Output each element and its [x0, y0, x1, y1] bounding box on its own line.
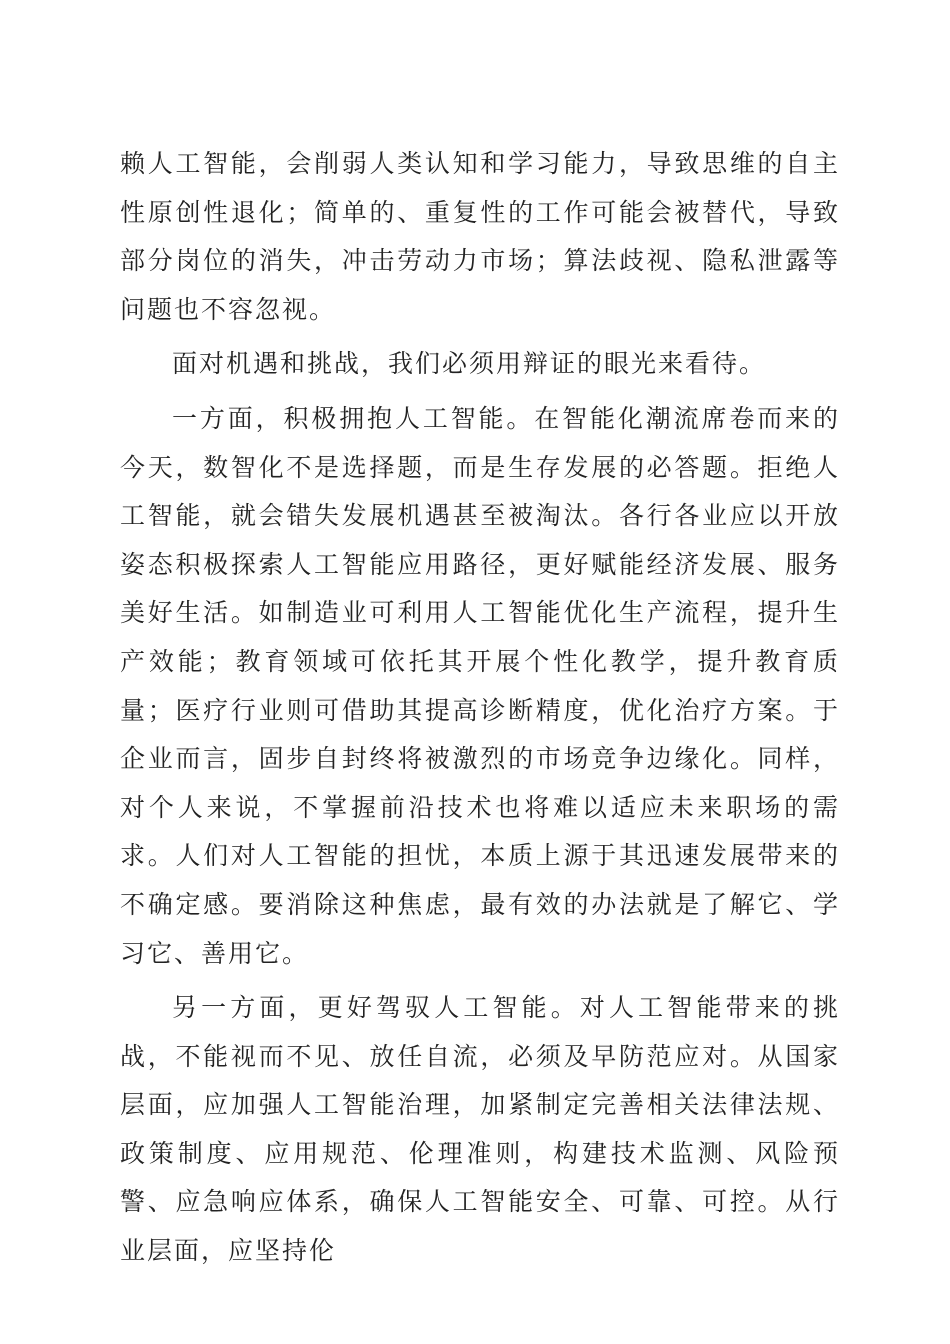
paragraph-embrace-ai: 一方面，积极拥抱人工智能。在智能化潮流席卷而来的今天，数智化不是选择题，而是生存发展的必答题。拒绝人工智能，就会错失发展机遇甚至被淘汰。各行各业应以开放姿态积极探索人工智能应用路径，更好赋能经济发展、服务美好生活。如制造业可利用人工智能优化生产流程，提升生产效能；教育领域可依托其开展个性化教学，提升教育质量；医疗行业则可借助其提高诊断精度，优化治疗方案。于企业而言，固步自封终将被激烈的市场竞争边缘化。同样，对个人来说，不掌握前沿技术也将难以适应未来职场的需求。人们对人工智能的担忧，本质上源于其迅速发展带来的不确定感。要消除这种焦虑，最有效的办法就是了解它、学习它、善用它。 — [120, 403, 840, 968]
paragraph-continued: 赖人工智能，会削弱人类认知和学习能力，导致思维的自主性原创性退化；简单的、重复性的工作可能会被替代，导致部分岗位的消失，冲击劳动力市场；算法歧视、隐私泄露等问题也不容忽视。 — [120, 149, 840, 324]
paragraph-control-ai: 另一方面，更好驾驭人工智能。对人工智能带来的挑战，不能视而不见、放任自流，必须及早防范应对。从国家层面，应加强人工智能治理，加紧制定完善相关法律法规、政策制度、应用规范、伦理准则，构建技术监测、风险预警、应急响应体系，确保人工智能安全、可靠、可控。从行业层面，应坚持伦 — [120, 993, 840, 1266]
paragraph-opportunity-challenge: 面对机遇和挑战，我们必须用辩证的眼光来看待。 — [172, 349, 767, 379]
document-body — [120, 140, 840, 1276]
